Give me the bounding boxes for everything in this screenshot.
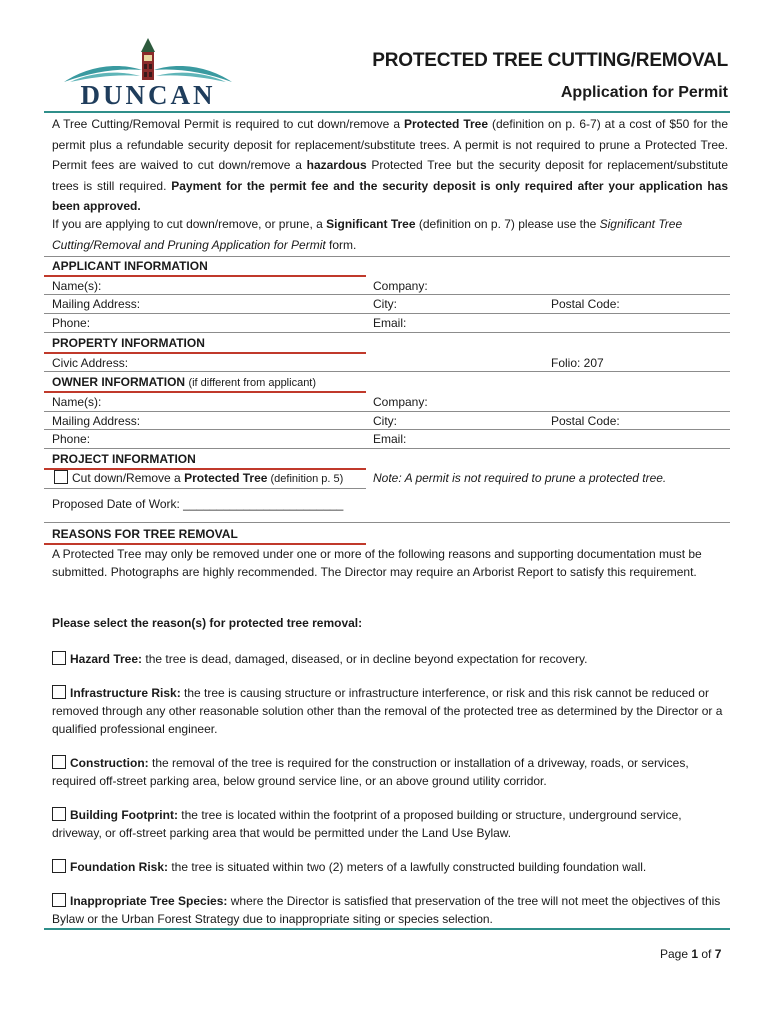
reasons-heading: REASONS FOR TREE REMOVAL: [52, 527, 238, 541]
foundation-risk-checkbox[interactable]: [52, 859, 66, 873]
field-line: [44, 332, 730, 333]
field-line: [44, 371, 730, 372]
project-heading: PROJECT INFORMATION: [52, 452, 196, 466]
section-divider: [44, 522, 730, 523]
prune-note: Note: A permit is not required to prune a protected tree.: [373, 471, 667, 485]
header-divider: [44, 111, 730, 113]
applicant-phone-label: Phone:: [52, 316, 91, 330]
infrastructure-risk-checkbox[interactable]: [52, 685, 66, 699]
page-subtitle: Application for Permit: [560, 84, 728, 101]
duncan-logo: [58, 36, 238, 110]
applicant-postal-label: Postal Code:: [551, 297, 620, 311]
owner-mailing-label: Mailing Address:: [52, 414, 141, 428]
cut-down-label: Cut down/Remove a Protected Tree (definition p. 5): [72, 471, 344, 485]
owner-heading: OWNER INFORMATION (if different from applicant): [52, 375, 317, 389]
property-heading: PROPERTY INFORMATION: [52, 336, 205, 350]
field-line: [44, 448, 730, 449]
reason-infrastructure-risk: Infrastructure Risk: the tree is causing structure or infrastructure interference, or risk and this risk cannot be reduced or removed through any other reasonable solution other than the removal of the protected tree as determined by the Director or a qualified professional engineer.: [52, 686, 723, 736]
owner-postal-label: Postal Code:: [551, 414, 620, 428]
cut-down-checkbox[interactable]: [54, 470, 68, 484]
reasons-intro: A Protected Tree may only be removed under one or more of the following reasons and supporting documentation must be submitted. Photographs are highly recommended. The Director may require an Arborist Report to satisfy this requirement.: [52, 547, 702, 579]
section-divider: [44, 256, 730, 257]
applicant-email-label: Email:: [373, 316, 407, 330]
hazard-tree-checkbox[interactable]: [52, 651, 66, 665]
significant-tree-paragraph: If you are applying to cut down/remove, or prune, a Significant Tree (definition on p. 7) please use the Significant Tree Cutting/Removal and Pruning Application for Permit form.: [52, 217, 683, 252]
construction-checkbox[interactable]: [52, 755, 66, 769]
reason-building-footprint: Building Footprint: the tree is located within the footprint of a proposed building or structure, underground service, driveway, or off-street parking area that would be permitted under the Land Use Bylaw.: [52, 808, 682, 840]
logo-wordmark: DUNCAN: [80, 80, 216, 110]
owner-city-label: City:: [373, 414, 397, 428]
field-line: [44, 313, 730, 314]
intro-paragraph: A Tree Cutting/Removal Permit is required to cut down/remove a Protected Tree (definition on p. 6-7) at a cost of $50 for the permit plus a refundable security deposit for replacement/substitute trees. A permit is not required to prune a Protected Tree. Permit fees are waived to cut down/remove a hazardous Protected Tree but the security deposit for replacement/substitute trees is still required. Payment for the permit fee and the security deposit is only required after your application has been approved.: [52, 117, 728, 213]
field-line: [44, 294, 730, 295]
building-footprint-checkbox[interactable]: [52, 807, 66, 821]
proposed-date-field[interactable]: Proposed Date of Work: ________________________: [52, 497, 344, 511]
civic-address-label: Civic Address:: [52, 356, 129, 370]
folio-label: Folio: 207: [551, 356, 604, 370]
field-line: [44, 411, 730, 412]
page-title: PROTECTED TREE CUTTING/REMOVAL: [372, 50, 728, 71]
applicant-name-label: Name(s):: [52, 279, 102, 293]
owner-email-label: Email:: [373, 432, 407, 446]
reason-foundation-risk: Foundation Risk: the tree is situated within two (2) meters of a lawfully constructed building foundation wall.: [52, 858, 732, 876]
reason-inappropriate-species: Inappropriate Tree Species: where the Director is satisfied that preservation of the tree will not meet the objectives of this Bylaw or the Urban Forest Strategy due to inappropriate siting or species selection.: [52, 894, 721, 926]
applicant-city-label: City:: [373, 297, 397, 311]
owner-phone-label: Phone:: [52, 432, 91, 446]
owner-name-label: Name(s):: [52, 395, 102, 409]
select-reasons-prompt: Please select the reason(s) for protected tree removal:: [52, 616, 363, 630]
reason-hazard-tree: Hazard Tree: the tree is dead, damaged, diseased, or in decline beyond expectation for recovery.: [52, 650, 732, 668]
owner-company-label: Company:: [373, 395, 428, 409]
applicant-heading-rule: [44, 275, 366, 277]
applicant-mailing-label: Mailing Address:: [52, 297, 141, 311]
field-line: [44, 488, 366, 489]
owner-heading-rule: [44, 391, 366, 393]
field-line: [44, 429, 730, 430]
property-heading-rule: [44, 352, 366, 354]
applicant-company-label: Company:: [373, 279, 428, 293]
reason-construction: Construction: the removal of the tree is required for the construction or installation of a driveway, roads, or services, required off-street parking area, below ground service line, or an above ground utility corridor.: [52, 756, 689, 788]
page-number: Page 1 of 7: [660, 947, 722, 961]
inappropriate-species-checkbox[interactable]: [52, 893, 66, 907]
applicant-heading: APPLICANT INFORMATION: [52, 259, 208, 273]
footer-divider: [44, 928, 730, 930]
